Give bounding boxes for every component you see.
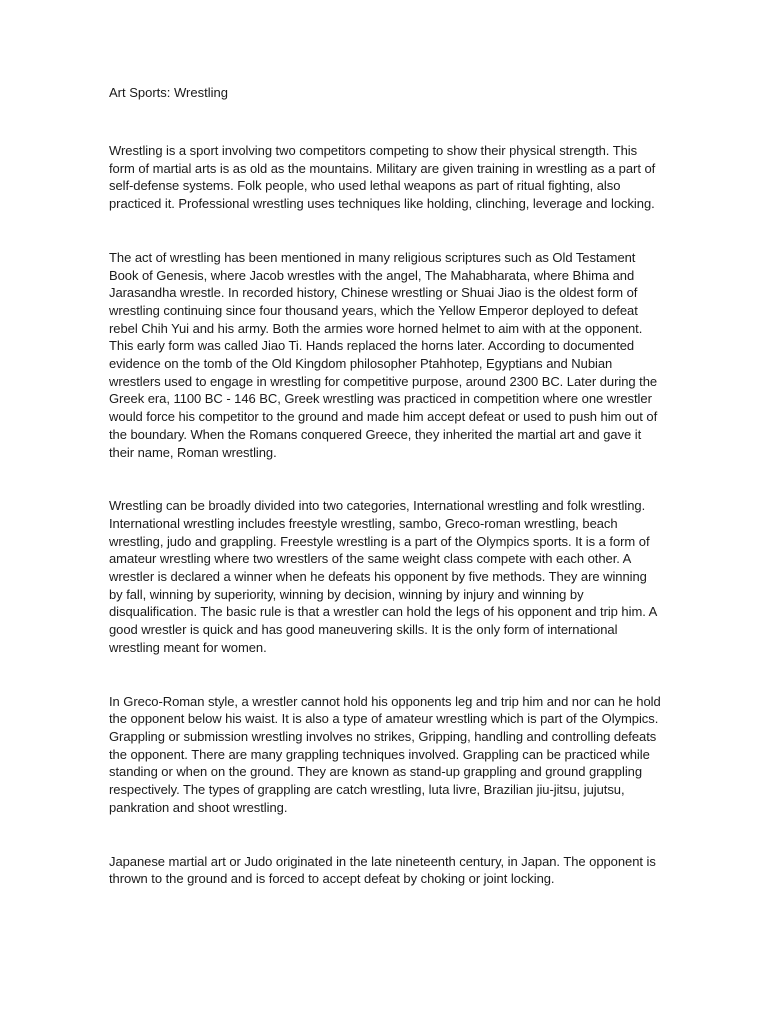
document-body (109, 84, 661, 924)
paragraph-categories: Wrestling can be broadly divided into two categories, International wrestling and folk wrestling. International wrestling includes freestyle wrestling, sambo, Greco-roman wrestling, beach wrestling, judo and grappling. Freestyle wrestling is a part of the Olympics sports. It is a form of amateur wrestling where two wrestlers of the same weight class compete with each other. A wrestler is declared a winner when he defeats his opponent by five methods. They are winning by fall, winning by superiority, winning by decision, winning by injury and winning by disqualification. The basic rule is that a wrestler can hold the legs of his opponent and trip him. A good wrestler is quick and has good maneuvering skills. It is the only form of international wrestling meant for women. (109, 498, 657, 655)
paragraph-judo: Japanese martial art or Judo originated in the late nineteenth century, in Japan. The opponent is thrown to the ground and is forced to accept defeat by choking or joint locking. (109, 853, 656, 887)
paragraph-history: The act of wrestling has been mentioned in many religious scriptures such as Old Testament Book of Genesis, where Jacob wrestles with the angel, The Mahabharata, where Bhima and Jarasandha wrestle. In recorded history, Chinese wrestling or Shuai Jiao is the oldest form of wrestling continuing since four thousand years, which the Yellow Emperor deployed to defeat rebel Chih Yui and his army. Both the armies wore horned helmet to aim with at the opponent. This early form was called Jiao Ti. Hands replaced the horns later. According to documented evidence on the tomb of the Old Kingdom philosopher Ptahhotep, Egyptians and Nubian wrestlers used to engage in wrestling for competitive purpose, around 2300 BC. Later during the Greek era, 1100 BC - 146 BC, Greek wrestling was practiced in competition where one wrestler would force his competitor to the ground and made him accept defeat or used to push him out of the boundary. When the Romans conquered Greece, they inherited the martial art and gave it their name, Roman wrestling. (109, 249, 658, 460)
document-title: Art Sports: Wrestling (109, 85, 228, 100)
paragraph-intro: Wrestling is a sport involving two competitors competing to show their physical strength. This form of martial arts is as old as the mountains. Military are given training in wrestling as a part of self-defense systems. Folk people, who used lethal weapons as part of ritual fighting, also practiced it. Professional wrestling uses techniques like holding, clinching, leverage and locking. (109, 143, 656, 212)
paragraph-greco-roman: In Greco-Roman style, a wrestler cannot hold his opponents leg and trip him and nor can he hold the opponent below his waist. It is also a type of amateur wrestling which is part of the Olympics. Grappling or submission wrestling involves no strikes, Gripping, handling and controlling defeats the opponent. There are many grappling techniques involved. Grappling can be practiced while standing or when on the ground. They are known as stand-up grappling and ground grappling respectively. The types of grappling are catch wrestling, luta livre, Brazilian jiu-jitsu, jujutsu, pankration and shoot wrestling. (109, 693, 661, 815)
